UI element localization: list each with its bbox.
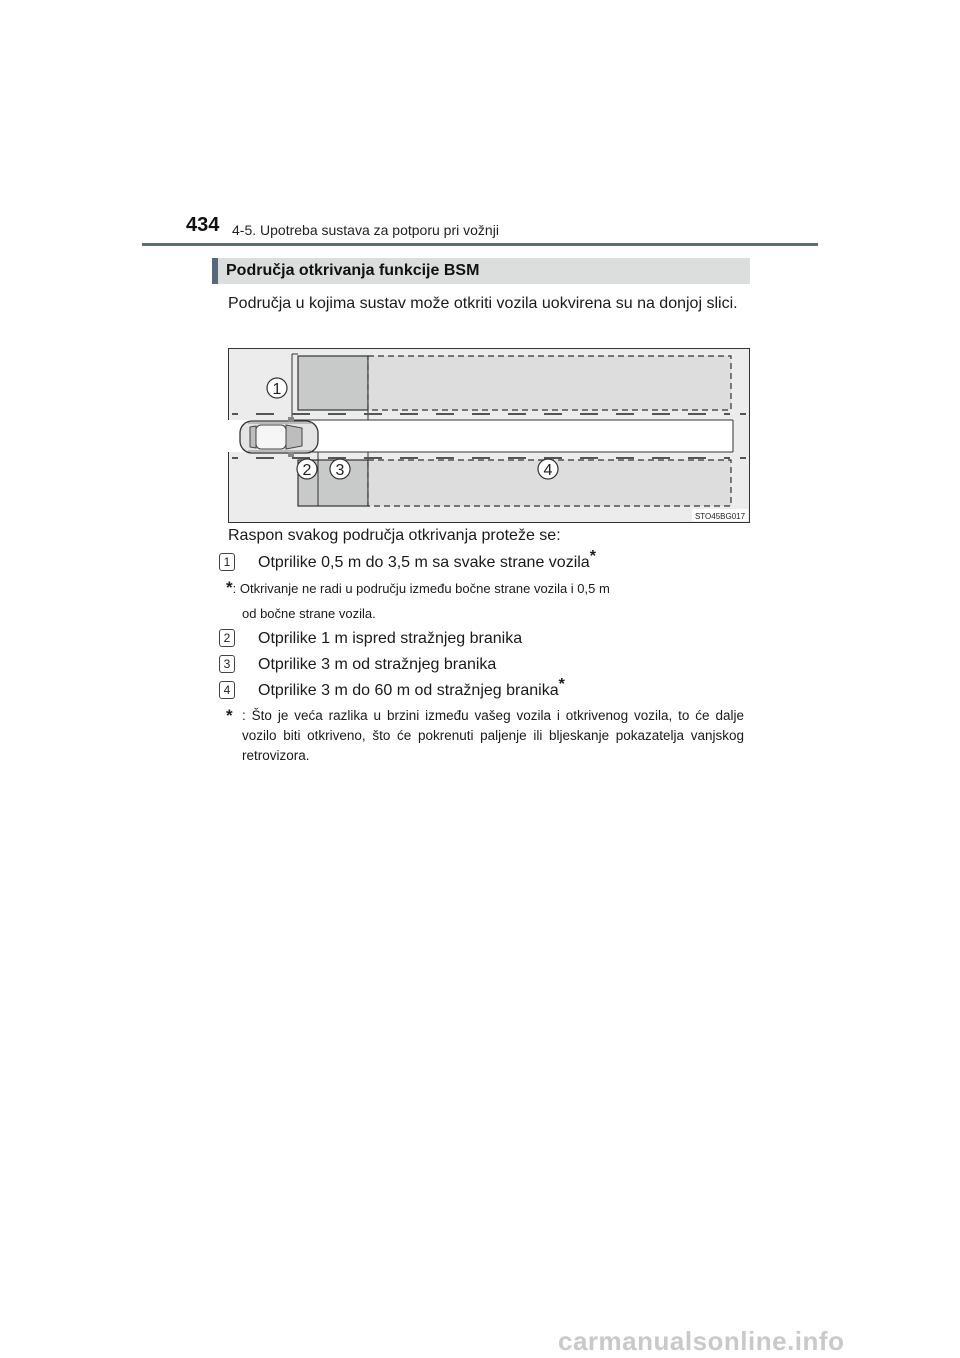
list-item bbox=[219, 676, 565, 700]
page-number: 434 bbox=[186, 214, 220, 236]
svg-text:4: 4 bbox=[543, 462, 553, 479]
footnote-2 bbox=[226, 706, 744, 766]
header-rule bbox=[142, 243, 818, 246]
item-number: 4 bbox=[219, 681, 235, 699]
watermark: carmanualsonline.info bbox=[558, 1326, 845, 1356]
chapter-title: 4-5. Upotreba sustava za potporu pri vožnji bbox=[232, 222, 499, 238]
item-text: Otprilike 1 m ispred stražnjeg branika bbox=[258, 630, 523, 647]
item-text: Otprilike 3 m od stražnjeg branika bbox=[258, 656, 497, 673]
list-item bbox=[219, 655, 496, 674]
item-number: 3 bbox=[219, 655, 235, 673]
section-accent bbox=[212, 258, 218, 284]
item-number: 2 bbox=[219, 629, 235, 647]
list-item bbox=[219, 629, 522, 648]
section-heading bbox=[212, 258, 750, 284]
item-text: Otprilike 3 m do 60 m od stražnjeg branika bbox=[258, 682, 559, 699]
figure-code: STO45BG017 bbox=[694, 512, 746, 521]
zone-upper-far bbox=[368, 356, 731, 410]
asterisk-mark: * bbox=[226, 578, 233, 597]
list-item bbox=[219, 548, 596, 572]
svg-text:2: 2 bbox=[302, 462, 312, 479]
footnote-1 bbox=[226, 578, 610, 598]
range-intro: Raspon svakog područja otkrivanja proteže se: bbox=[228, 527, 561, 544]
callout-4 bbox=[538, 459, 558, 479]
asterisk-mark: * bbox=[558, 676, 565, 693]
asterisk-mark: * bbox=[589, 548, 596, 565]
intro-paragraph: Područja u kojima sustav može otkriti vozila uokvirena su na donjoj slici. bbox=[228, 295, 738, 312]
item-number: 1 bbox=[219, 553, 235, 571]
item-text: Otprilike 0,5 m do 3,5 m sa svake strane vozila bbox=[258, 554, 590, 571]
callout-3 bbox=[330, 459, 350, 479]
asterisk-mark: * bbox=[226, 706, 233, 725]
footnote-text: : Što je veća razlika u brzini između vašeg vozila i otkrivenog vozila, to će dalje vozilo biti otkriveno, što će pokrenuti paljenje ili bljeskanje pokazatelja vanjskog retrovizora. bbox=[242, 708, 744, 763]
svg-text:1: 1 bbox=[272, 381, 282, 398]
footnote-1-continued: od bočne strane vozila. bbox=[242, 606, 376, 621]
footnote-text: : Otkrivanje ne radi u području između bočne strane vozila i 0,5 m bbox=[232, 581, 610, 596]
zone-upper-near bbox=[298, 356, 368, 410]
car-top-view bbox=[240, 417, 318, 457]
bsm-detection-diagram bbox=[228, 348, 750, 523]
section-title: Područja otkrivanja funkcije BSM bbox=[226, 262, 480, 279]
callout-1 bbox=[267, 378, 287, 398]
svg-text:3: 3 bbox=[335, 462, 345, 479]
callout-2 bbox=[297, 459, 317, 479]
